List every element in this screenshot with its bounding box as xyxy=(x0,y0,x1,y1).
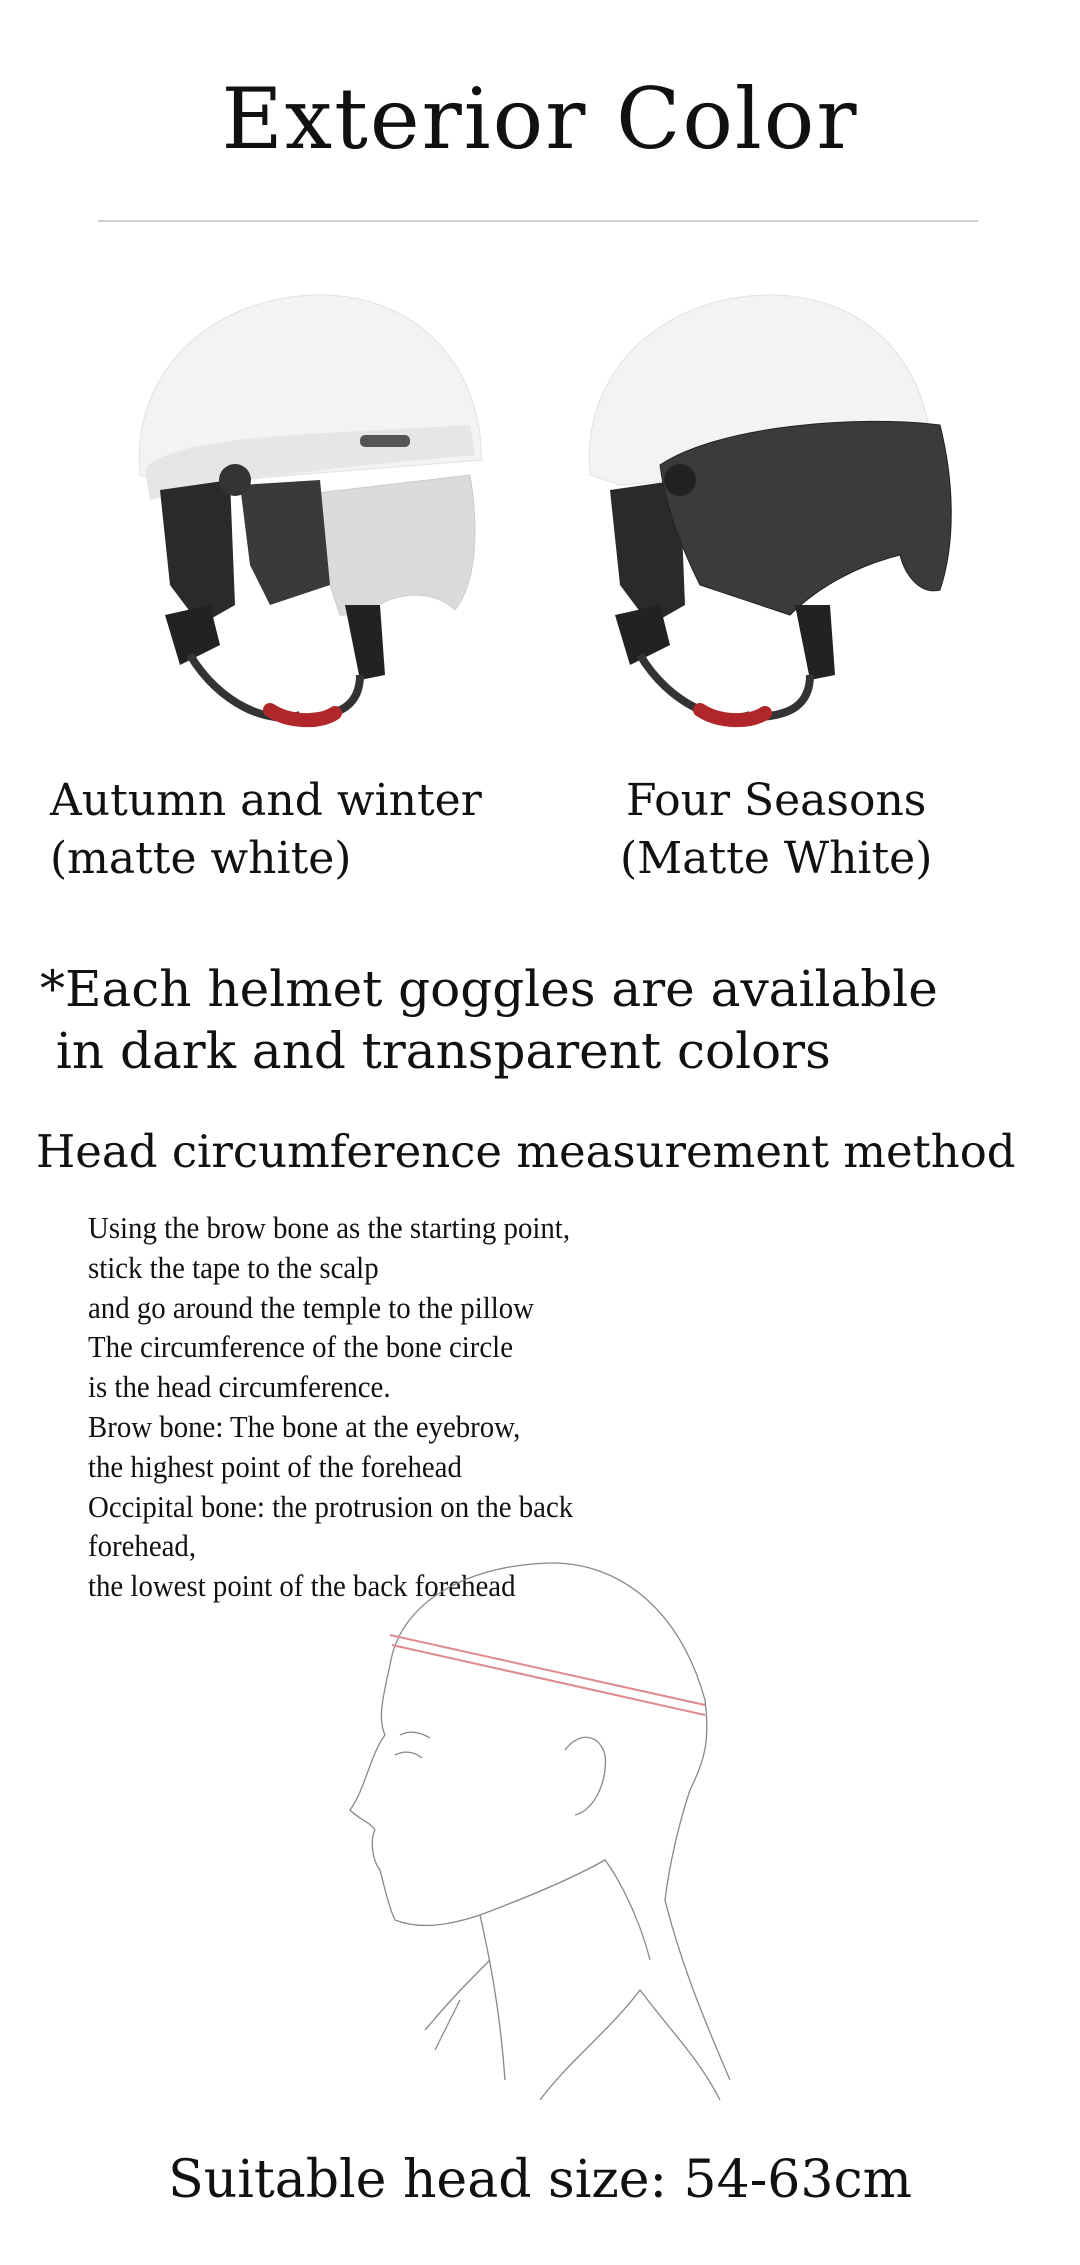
head-measurement-illustration xyxy=(340,1560,760,2100)
caption-autumn-winter xyxy=(50,772,482,888)
instruction-line: Occipital bone: the protrusion on the back xyxy=(88,1488,574,1524)
instruction-line: Brow bone: The bone at the eyebrow, xyxy=(88,1408,521,1444)
caption-line: Four Seasons xyxy=(626,775,927,826)
caption-line: Autumn and winter xyxy=(50,775,482,826)
visor-note xyxy=(40,958,938,1082)
instruction-line: stick the tape to the scalp xyxy=(88,1249,379,1285)
measurement-instructions xyxy=(88,1208,610,1606)
divider xyxy=(98,220,978,222)
caption-line: (matte white) xyxy=(50,833,352,884)
instruction-line: the lowest point of the back forehead xyxy=(88,1568,516,1604)
instruction-line: the highest point of the forehead xyxy=(88,1448,462,1484)
caption-line: (Matte White) xyxy=(620,833,933,884)
note-line: *Each helmet goggles are available xyxy=(40,960,938,1018)
page-title: Exterior Color xyxy=(221,70,859,168)
instruction-line: The circumference of the bone circle xyxy=(88,1329,513,1365)
instruction-line: and go around the temple to the pillow xyxy=(88,1289,534,1325)
note-line: in dark and transparent colors xyxy=(40,1022,831,1080)
helmet-image-autumn-winter xyxy=(110,285,510,745)
instruction-line: Using the brow bone as the starting point, xyxy=(88,1210,571,1245)
measurement-heading: Head circumference measurement method xyxy=(36,1125,1016,1178)
helmet-image-four-seasons xyxy=(560,285,960,745)
suitable-head-size: Suitable head size: 54-63cm xyxy=(168,2150,912,2210)
instruction-line: is the head circumference. xyxy=(88,1369,391,1405)
caption-four-seasons xyxy=(620,772,932,888)
instruction-line: forehead, xyxy=(88,1528,197,1564)
